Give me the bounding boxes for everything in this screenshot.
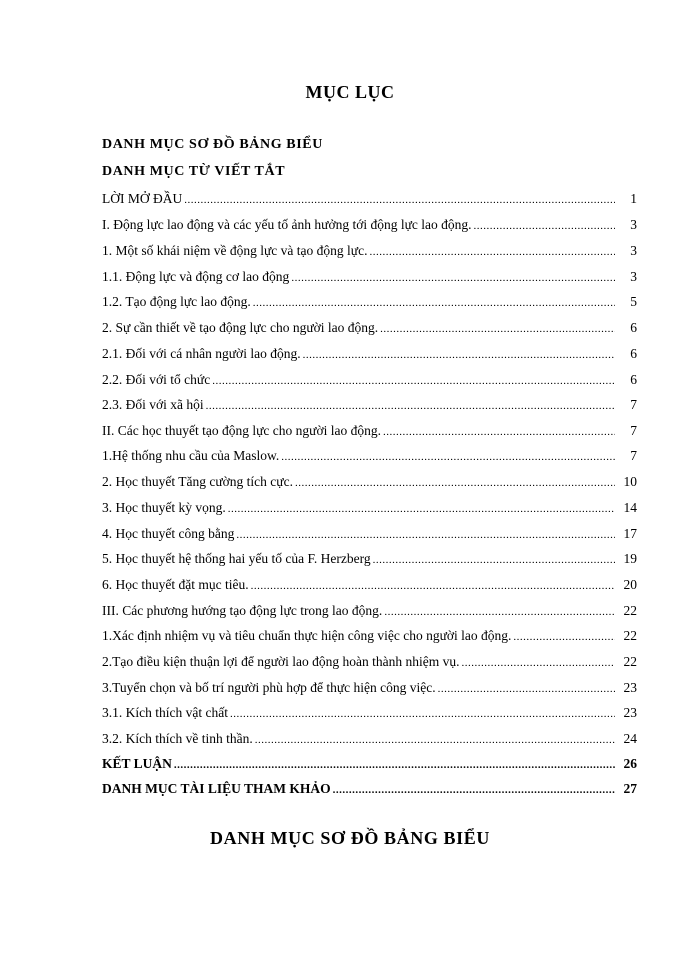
toc-entry-title: 2.3. Đối với xã hội	[102, 397, 204, 412]
toc-entry-page: 24	[623, 731, 637, 746]
toc-leader-dots	[303, 349, 615, 361]
toc-leader-dots	[380, 323, 615, 335]
toc-entry-title: I. Động lực lao động và các yếu tố ảnh hưởng tới động lực lao động.	[102, 217, 472, 232]
toc-entry-title: 2. Học thuyết Tăng cường tích cực.	[102, 474, 293, 489]
toc-entry[interactable]	[102, 680, 637, 700]
toc-entry-page: 3	[630, 269, 637, 284]
toc-leader-dots	[291, 272, 615, 284]
toc-entry[interactable]	[102, 217, 637, 237]
toc-entry-title: III. Các phương hướng tạo động lực trong lao động.	[102, 603, 383, 618]
toc-entry-title: 1.Xác định nhiệm vụ và tiêu chuẩn thực hiện công việc cho người lao động.	[102, 628, 512, 643]
toc-entry-title: 3.2. Kích thích về tinh thần.	[102, 731, 253, 746]
toc-entry-page: 6	[630, 372, 637, 387]
toc-leader-dots	[174, 759, 615, 771]
toc-leader-dots	[255, 734, 615, 746]
toc-entry[interactable]	[102, 423, 637, 443]
toc-entry[interactable]	[102, 526, 637, 546]
toc-entry-title: 2.Tạo điều kiện thuận lợi để người lao động hoàn thành nhiệm vụ.	[102, 654, 460, 669]
toc-entry-title: LỜI MỞ ĐẦU	[102, 191, 183, 206]
toc-entry-page: 17	[623, 526, 637, 541]
toc-leader-dots	[384, 606, 615, 618]
toc-entry-title: KẾT LUẬN	[102, 756, 172, 771]
page-title: MỤC LỤC	[305, 82, 395, 102]
toc-entry-page: 22	[623, 603, 637, 618]
toc-entry-page: 22	[623, 628, 637, 643]
toc-entry[interactable]	[102, 320, 637, 340]
toc-leader-dots	[513, 631, 615, 643]
toc-entry[interactable]	[102, 243, 637, 263]
toc-leader-dots	[184, 194, 615, 206]
toc-entry[interactable]	[102, 577, 637, 597]
toc-leader-dots	[333, 784, 615, 796]
toc-leader-dots	[462, 657, 615, 669]
toc-entry-title: 2.1. Đối với cá nhân người lao động.	[102, 346, 301, 361]
toc-entry-title: 3. Học thuyết kỳ vọng.	[102, 500, 226, 515]
toc-entry-page: 23	[623, 705, 637, 720]
toc-entry-page: 20	[623, 577, 637, 592]
toc-entry[interactable]	[102, 628, 637, 648]
toc-leader-dots	[383, 426, 615, 438]
toc-entry[interactable]	[102, 551, 637, 571]
toc-entry-page: 6	[630, 320, 637, 335]
toc-entry-title: 3.Tuyển chọn và bố trí người phù hợp để thực hiện công việc.	[102, 680, 436, 695]
toc-entry-title: 6. Học thuyết đặt mục tiêu.	[102, 577, 249, 592]
toc-entry-page: 26	[623, 756, 637, 771]
toc-entry-page: 19	[623, 551, 637, 566]
front-heading-abbreviations: DANH MỤC TỪ VIẾT TẮT	[102, 164, 286, 179]
toc-entry[interactable]	[102, 705, 637, 725]
toc-leader-dots	[438, 683, 615, 695]
toc-entry-page: 7	[630, 397, 637, 412]
toc-entry-title: 1.2. Tạo động lực lao động.	[102, 294, 251, 309]
toc-leader-dots	[212, 375, 615, 387]
toc-entry[interactable]	[102, 372, 637, 392]
toc-entry-page: 10	[623, 474, 637, 489]
toc-leader-dots	[253, 297, 615, 309]
toc-entry-title: 5. Học thuyết hệ thống hai yếu tố của F. Herzberg	[102, 551, 371, 566]
toc-entry-title: 2. Sự cần thiết về tạo động lực cho người lao động.	[102, 320, 379, 335]
toc-entry-page: 1	[630, 191, 637, 206]
toc-entry-page: 14	[623, 500, 637, 515]
toc-entry-title: 2.2. Đối với tổ chức	[102, 372, 211, 387]
toc-entry-page: 7	[630, 423, 637, 438]
toc-entry-title: 1.1. Động lực và động cơ lao động	[102, 269, 290, 284]
toc-leader-dots	[281, 451, 615, 463]
toc-entry[interactable]	[102, 500, 637, 520]
toc-entry[interactable]	[102, 603, 637, 623]
toc-entry-page: 27	[623, 781, 637, 796]
toc-entry[interactable]	[102, 654, 637, 674]
toc-leader-dots	[206, 400, 615, 412]
toc-entry[interactable]	[102, 191, 637, 211]
toc-entry-title: DANH MỤC TÀI LIỆU THAM KHẢO	[102, 781, 331, 796]
toc-entry-title: 1. Một số khái niệm về động lực và tạo động lực.	[102, 243, 368, 258]
toc-entry[interactable]	[102, 397, 637, 417]
front-heading-diagrams: DANH MỤC SƠ ĐỒ BẢNG BIỂU	[102, 137, 323, 152]
toc-entry[interactable]	[102, 474, 637, 494]
toc-entry-page: 23	[623, 680, 637, 695]
toc-entry[interactable]	[102, 756, 637, 776]
toc-entry-title: 4. Học thuyết công bằng	[102, 526, 235, 541]
section-title: DANH MỤC SƠ ĐỒ BẢNG BIỂU	[210, 828, 490, 848]
toc-leader-dots	[369, 246, 615, 258]
toc-entry-page: 7	[630, 448, 637, 463]
toc-entry-title: 1.Hệ thống nhu cầu của Maslow.	[102, 448, 280, 463]
toc-entry-page: 22	[623, 654, 637, 669]
toc-entry-page: 3	[630, 243, 637, 258]
toc-entry-page: 3	[630, 217, 637, 232]
toc-entry-page: 5	[630, 294, 637, 309]
toc-leader-dots	[236, 529, 615, 541]
toc-entry[interactable]	[102, 448, 637, 468]
toc-entry-page: 6	[630, 346, 637, 361]
toc-leader-dots	[295, 477, 615, 489]
toc-leader-dots	[251, 580, 615, 592]
toc-entry-title: II. Các học thuyết tạo động lực cho người lao động.	[102, 423, 381, 438]
toc-entry[interactable]	[102, 294, 637, 314]
toc-leader-dots	[474, 220, 615, 232]
toc-entry[interactable]	[102, 269, 637, 289]
toc-leader-dots	[230, 708, 615, 720]
toc-entry[interactable]	[102, 781, 637, 801]
toc-leader-dots	[373, 554, 615, 566]
toc-leader-dots	[228, 503, 615, 515]
toc-entry-title: 3.1. Kích thích vật chất	[102, 705, 228, 720]
toc-entry[interactable]	[102, 346, 637, 366]
toc-entry[interactable]	[102, 731, 637, 751]
